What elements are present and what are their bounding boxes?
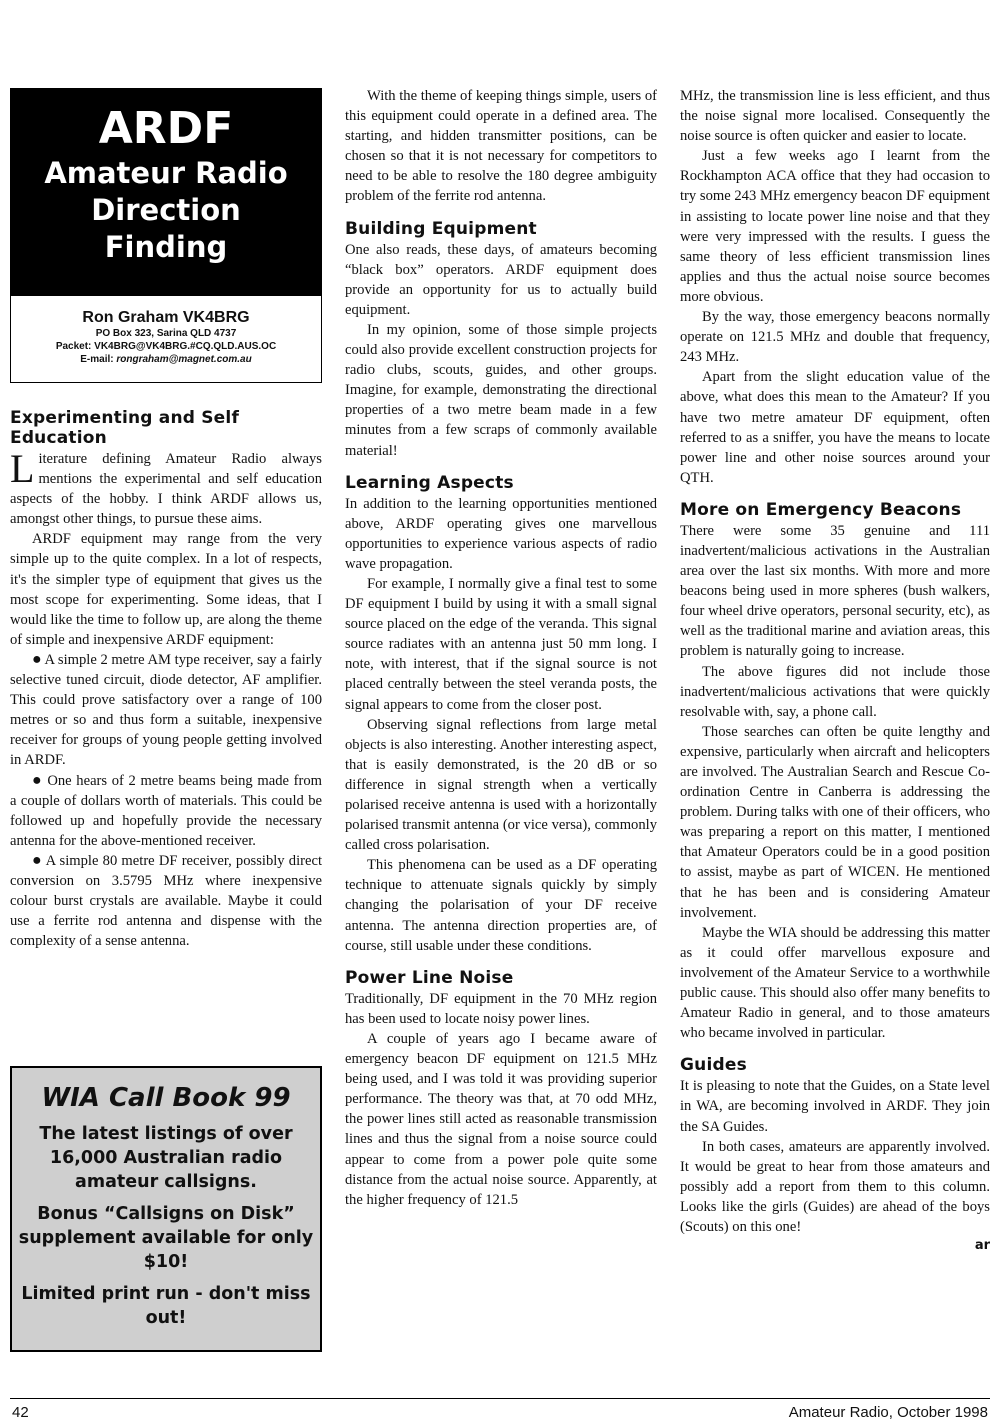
author-email-label: E-mail: — [80, 354, 117, 365]
ad-title: WIA Call Book 99 — [41, 1083, 291, 1113]
callbook-ad — [10, 1066, 322, 1352]
heading-building-equipment: Building Equipment — [345, 218, 537, 239]
author-packet: Packet: VK4BRG@VK4BRG.#CQ.QLD.AUS.OC — [55, 341, 277, 352]
drop-cap: L — [10, 446, 35, 491]
paragraph: In addition to the learning opportunities mentioned above, ARDF operating gives one marvellous opportunities to experience various aspects of radio wave propagation. — [345, 495, 657, 572]
bullet-text: A simple 80 metre DF receiver, possibly direct conversion on 3.5795 MHz where inexpensive colour burst crystals are available. Maybe it could use a ferrite rod antenna and dispense with the complexity of a sense antenna. — [10, 852, 323, 950]
author-email-line — [11, 353, 321, 366]
paragraph: A couple of years ago I became aware of emergency beacon DF equipment on 121.5 MHz being used, and I was told it was providing superior performance. The theory was that, at 70 odd MHz, the power lines still acted as reasonable transmission lines and thus the signal from a noise source could appear to come from a power pole quite some distance from the actual noise source. Apparently, at the higher frequency of 121.5 — [345, 1030, 657, 1208]
ad-line-3: Limited print run - don't miss out! — [21, 1284, 311, 1328]
heading-experimenting: Experimenting and Self Education — [10, 408, 240, 448]
paragraph: MHz, the transmission line is less efficient, and thus the noise signal more localised. Consequently the noise source is often quicker and easier to locate. — [680, 88, 990, 145]
heading-guides: Guides — [680, 1055, 747, 1076]
bullet-icon: ● — [32, 771, 43, 789]
title-sub-3: Finding — [104, 230, 228, 264]
ad-line-1: The latest listings of over 16,000 Australian radio amateur callsigns. — [39, 1124, 293, 1192]
paragraph: There were some 35 genuine and 111 inadvertent/malicious activations in the Australian area over the last six months. With more and more beacons being used in more spheres (bush walkers, four wheel drive operators, personal security, etc), as well as the traditional marine and aviation areas, this problem is naturally going to increase. — [680, 522, 990, 660]
author-email: rongraham@magnet.com.au — [116, 354, 252, 365]
bullet-icon: ● — [32, 650, 42, 668]
heading-learning-aspects: Learning Aspects — [345, 472, 514, 493]
paragraph: In my opinion, some of those simple projects could also provide excellent construction projects for radio clubs, scouts, guides, and other groups. Imagine, for example, demonstrating the directional properties of a two metre beam made in a few minutes from a few scraps of commonly available material! — [345, 321, 657, 459]
footer-rule — [10, 1398, 990, 1399]
ad-line-2: Bonus “Callsigns on Disk” supplement available for only $10! — [18, 1204, 314, 1272]
paragraph: Maybe the WIA should be addressing this matter as it could offer marvellous exposure and involvement of the Amateur Service to a worthwhile public cause. This should also offer many benefits to Amateur Radio in general, and to those amateurs who became involved in particular. — [680, 924, 990, 1042]
publication-footer: Amateur Radio, October 1998 — [788, 1404, 988, 1421]
heading-emergency-beacons: More on Emergency Beacons — [680, 499, 962, 520]
author-address: PO Box 323, Sarina QLD 4737 — [95, 328, 237, 339]
page-number: 42 — [12, 1404, 29, 1421]
paragraph: Those searches can often be quite lengthy and expensive, particularly when aircraft and helicopters are involved. The Australian Search and Rescue Co-ordination Centre in Canberra is addressing the problem. During talks with one of their officers, who was preparing a report on this matter, I mentioned that Amateur Operators could be in a good position to assist, maybe as part of WICEN. He mentioned that he has been and is considering Amateur involvement. — [680, 723, 990, 921]
bullet-icon: ● — [32, 851, 43, 869]
title-sub-2: Direction — [91, 193, 241, 227]
paragraph: By the way, those emergency beacons normally operate on 121.5 MHz and double that frequency, 243 MHz. — [680, 309, 990, 366]
title-box — [10, 88, 322, 295]
bullet-item-2 — [10, 771, 322, 851]
paragraph: Just a few weeks ago I learnt from the Rockhampton ACA office that they had occasion to try some 243 MHz emergency beacon DF equipment in assisting to locate power line noise and that they were very impressed with the results. I guess the same theory of less efficient transmission lines applies and thus the actual noise source becomes more obvious. — [680, 148, 990, 305]
heading-power-line-noise: Power Line Noise — [345, 967, 514, 988]
bullet-item-3 — [10, 851, 322, 951]
paragraph: In both cases, amateurs are apparently involved. It would be great to hear from those amateurs and possibly add a report from them to this column. Looks like the girls (Guides) are ahead of the boys (Scouts) on this one! — [680, 1138, 990, 1235]
paragraph-intro-text: iterature defining Amateur Radio always mentions the experimental and self education aspects of the hobby. I think ARDF allows us, amongst other things, to pursue these aims. — [10, 451, 322, 528]
paragraph: Traditionally, DF equipment in the 70 MHz region has been used to locate noisy power lines. — [345, 990, 657, 1027]
column-3 — [680, 86, 990, 1255]
paragraph: It is pleasing to note that the Guides, on a State level in WA, are becoming involved in ARDF. They join the SA Guides. — [680, 1078, 990, 1135]
author-name: Ron Graham VK4BRG — [82, 309, 250, 326]
paragraph: Observing signal reflections from large metal objects is also interesting. Another interesting aspect, that is easily demonstrated, is the 20 dB or so difference in signal strength when a vertically polarised receive antenna is used with a horizontally polarised transmit antenna (or vice versa), commonly called cross polarisation. — [345, 716, 657, 854]
author-box — [10, 295, 322, 383]
bullet-text: One hears of 2 metre beams being made from a couple of dollars worth of materials. This could be followed up and hopefully provide the necessary antenna for the above-mentioned receiver. — [10, 772, 322, 849]
title-sub-1: Amateur Radio — [44, 156, 288, 190]
paragraph-intro — [10, 446, 322, 529]
end-mark: ar — [974, 1238, 990, 1254]
paragraph: With the theme of keeping things simple, users of this equipment could operate in a defined area. The starting, and hidden transmitter positions, can be chosen so that it is not necessary for competitors to need to be able to resolve the 180 degree ambiguity problem of the ferrite rod antenna. — [345, 88, 658, 205]
bullet-text: A simple 2 metre AM type receiver, say a fairly selective tuned circuit, diode detector, AF amplifier. This could prove satisfactory over a range of 100 metres or so and thus form a suitable, inexpensive receiver for groups of young people getting involved in ARDF. — [10, 651, 322, 769]
paragraph: This phenomena can be used as a DF operating technique to attenuate signals quickly by simply changing the polarisation of your DF receive antenna. The antenna direction properties are, of course, still usable under these conditions. — [345, 857, 657, 954]
paragraph: One also reads, these days, of amateurs becoming “black box” operators. ARDF equipment does provide an opportunity for us to actually build equipment. — [345, 241, 657, 318]
paragraph: For example, I normally give a final test to some DF equipment I build by using it with a small signal source placed on the edge of the veranda. This signal source radiates with an antenna just 50 mm long. I note, with interest, that if the signal source is not placed centrally between the steel veranda posts, the signal appears to come from the closer post. — [345, 575, 657, 713]
paragraph: Apart from the slight education value of the above, what does this mean to the Amateur? If you have two metre amateur DF equipment, often referred to as a sniffer, you have the means to locate power line and other noise sources around your QTH. — [680, 369, 990, 486]
title-main: ARDF — [98, 103, 234, 154]
paragraph: ARDF equipment may range from the very simple up to the quite complex. In a lot of respects, it's the simpler type of equipment that gives us the most scope for experimenting. Some ideas, that I would like the time to follow up, are along the theme of simple and inexpensive ARDF equipment: — [10, 531, 322, 648]
column-2 — [345, 86, 657, 1210]
bullet-item-1 — [10, 650, 322, 771]
column-1 — [10, 408, 322, 951]
paragraph: The above figures did not include those inadvertent/malicious activations that were quickly resolvable with, say, a phone call. — [680, 663, 990, 720]
